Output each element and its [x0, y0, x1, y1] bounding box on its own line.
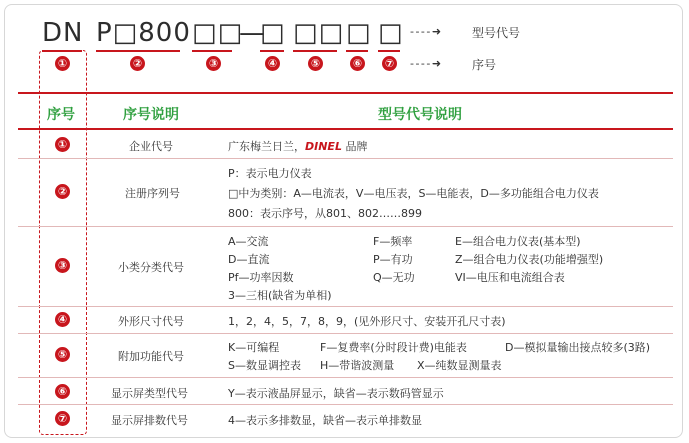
row-5-cell: H—带谐波测量: [320, 359, 395, 372]
row-2-line-3: 800：表示序号，从801、802……899: [228, 207, 422, 220]
row-3-cell: D—直流: [228, 253, 270, 266]
row-1-company: 广东梅兰日兰，: [228, 140, 305, 153]
model-seg5: □□: [293, 18, 345, 48]
header-seq: 序号: [47, 107, 75, 123]
row-7-detail: 4—表示多排数显，缺省—表示单排数显: [228, 414, 422, 427]
model-dash: —: [239, 18, 266, 48]
row-6-desc: 显示屏类型代号: [111, 387, 188, 400]
marker-7: ⑦: [382, 56, 397, 71]
row-5-cell: D—模拟量输出接点较多(3路): [505, 341, 651, 354]
header-desc: 序号说明: [123, 107, 179, 123]
label-seq: 序号: [472, 58, 497, 72]
row-2-desc: 注册序列号: [125, 187, 180, 200]
marker-5: ⑤: [308, 56, 323, 71]
row-3-cell: Pf—功率因数: [228, 271, 294, 284]
row-2-number: ②: [55, 184, 70, 199]
row-1-desc: 企业代号: [129, 140, 173, 153]
row-3-number: ③: [55, 258, 70, 273]
marker-6: ⑥: [350, 56, 365, 71]
row-5-number: ⑤: [55, 347, 70, 362]
row-2-line-1: P：表示电力仪表: [228, 167, 312, 180]
row-3-cell: F—频率: [373, 235, 413, 248]
underline-6: [346, 50, 368, 52]
row-3-cell: P—有功: [373, 253, 413, 266]
row-3-cell: Q—无功: [373, 271, 415, 284]
row-7-desc: 显示屏排数代号: [111, 414, 188, 427]
marker-1: ①: [55, 56, 70, 71]
row-divider: [18, 306, 673, 307]
row-1-detail: [228, 138, 367, 154]
underline-5: [293, 50, 337, 52]
row-1-brand-suffix: 品牌: [341, 140, 368, 153]
model-seg7: □: [378, 18, 404, 48]
row-5-cell: X—纯数显测量表: [417, 359, 502, 372]
underline-4: [260, 50, 284, 52]
model-seg4: □: [260, 18, 286, 48]
row-7-number: ⑦: [55, 411, 70, 426]
header-bottom-rule: [18, 128, 673, 130]
row-3-cell: Z—组合电力仪表(功能增强型): [455, 253, 604, 266]
row-3-cell: E—组合电力仪表(基本型): [455, 235, 581, 248]
row-5-desc: 附加功能代号: [118, 350, 184, 363]
row-divider: [18, 404, 673, 405]
row-3-cell: A—交流: [228, 235, 269, 248]
dinel-brand: DINEL: [305, 140, 342, 153]
row-divider: [18, 226, 673, 227]
row-3-cell: 3—三相(缺省为单相): [228, 289, 332, 302]
model-seg3: □□: [192, 18, 244, 48]
header-model: 型号代号说明: [378, 107, 462, 123]
row-5-cell: S—数显调控表: [228, 359, 301, 372]
underline-3: [192, 50, 232, 52]
row-4-number: ④: [55, 312, 70, 327]
marker-4: ④: [265, 56, 280, 71]
row-divider: [18, 158, 673, 159]
row-5-cell: K—可编程: [228, 341, 280, 354]
row-3-cell: VI—电压和电流组合表: [455, 271, 565, 284]
row-3-desc: 小类分类代号: [118, 261, 184, 274]
row-6-number: ⑥: [55, 384, 70, 399]
model-prefix: DN: [42, 18, 84, 48]
model-seg6: □: [346, 18, 372, 48]
row-1-number: ①: [55, 137, 70, 152]
marker-3: ③: [206, 56, 221, 71]
row-6-detail: Y—表示液晶屏显示，缺省—表示数码管显示: [228, 387, 444, 400]
model-series: P□800: [96, 18, 191, 48]
row-divider: [18, 377, 673, 378]
row-2-line-2: □中为类别：A—电流表，V—电压表，S—电能表，D—多功能组合电力仪表: [228, 187, 599, 200]
header-top-rule: [18, 92, 673, 94]
arrow-seq: - - - - ➜: [410, 57, 441, 70]
row-4-detail: 1，2，4，5，7，8，9，(见外形尺寸、安装开孔尺寸表): [228, 315, 506, 328]
row-5-cell: F—复费率(分时段计费)电能表: [320, 341, 467, 354]
label-model-code: 型号代号: [472, 26, 521, 40]
underline-7: [378, 50, 400, 52]
row-divider: [18, 333, 673, 334]
marker-2: ②: [130, 56, 145, 71]
underline-2: [96, 50, 180, 52]
arrow-model: - - - - ➜: [410, 25, 441, 38]
row-4-desc: 外形尺寸代号: [118, 315, 184, 328]
